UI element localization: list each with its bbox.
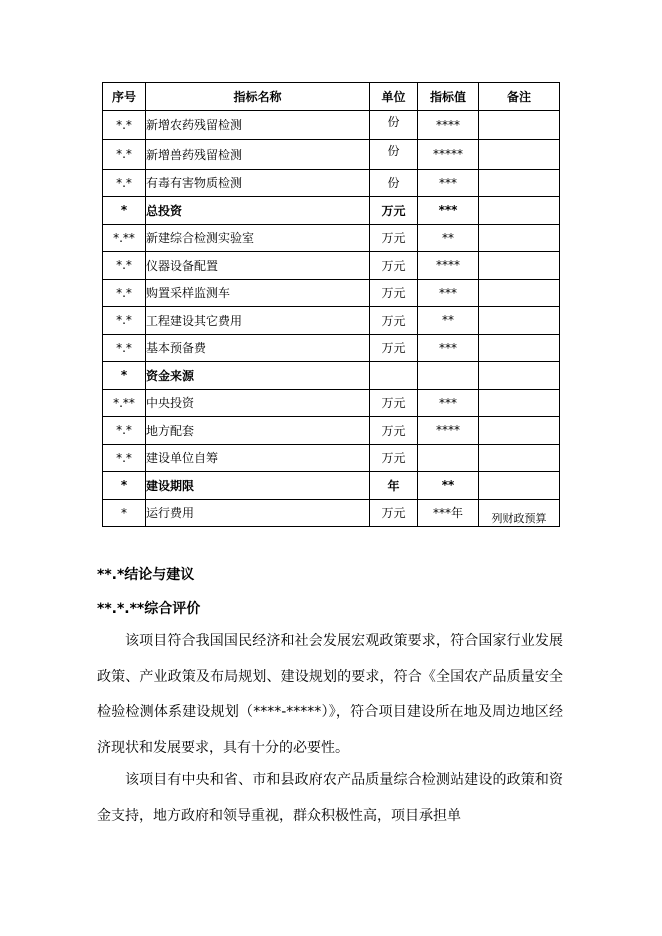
- cell-number: *.*: [103, 417, 146, 445]
- cell-number: *.**: [103, 224, 146, 252]
- table-row: [103, 140, 560, 170]
- table-row: [103, 362, 560, 390]
- table-row: [103, 110, 560, 140]
- cell-value: ***: [418, 197, 479, 225]
- cell-unit: 万元: [370, 279, 418, 307]
- cell-remarks: [479, 169, 560, 197]
- table-row: [103, 197, 560, 225]
- cell-unit: 份: [370, 110, 418, 140]
- cell-remarks: [479, 307, 560, 335]
- section-heading: **.*结论与建议: [97, 567, 195, 583]
- header-unit: 单位: [370, 83, 418, 111]
- cell-indicator-name: 运行费用: [146, 499, 370, 527]
- cell-indicator-name: 总投资: [146, 197, 370, 225]
- cell-unit: 份: [370, 169, 418, 197]
- cell-unit: 万元: [370, 252, 418, 280]
- table-row: [103, 307, 560, 335]
- cell-remarks: [479, 334, 560, 362]
- cell-remarks: [479, 362, 560, 390]
- cell-value: ***: [418, 169, 479, 197]
- table-body: [103, 110, 560, 527]
- cell-remarks: [479, 389, 560, 417]
- table-row: [103, 444, 560, 472]
- cell-number: *.**: [103, 389, 146, 417]
- table-row: [103, 279, 560, 307]
- cell-indicator-name: 新增农药残留检测: [146, 110, 370, 140]
- table-row: [103, 417, 560, 445]
- table-header-row: [103, 83, 560, 111]
- subsection-heading: **.*.**综合评价: [97, 601, 201, 617]
- cell-number: *.*: [103, 279, 146, 307]
- cell-value: **: [418, 472, 479, 500]
- cell-remarks: [479, 252, 560, 280]
- cell-value: **: [418, 307, 479, 335]
- cell-indicator-name: 基本预备费: [146, 334, 370, 362]
- cell-number: *.*: [103, 140, 146, 170]
- cell-value: ****: [418, 417, 479, 445]
- cell-value: ***: [418, 389, 479, 417]
- header-indicator-name: 指标名称: [146, 83, 370, 111]
- cell-unit: 万元: [370, 444, 418, 472]
- cell-indicator-name: 购置采样监测车: [146, 279, 370, 307]
- header-remarks: 备注: [479, 83, 560, 111]
- cell-value: ***年: [418, 499, 479, 527]
- cell-number: *: [103, 197, 146, 225]
- cell-remarks: [479, 224, 560, 252]
- cell-number: *.*: [103, 252, 146, 280]
- cell-indicator-name: 建设期限: [146, 472, 370, 500]
- cell-indicator-name: 仪器设备配置: [146, 252, 370, 280]
- cell-number: *.*: [103, 444, 146, 472]
- cell-number: *.*: [103, 110, 146, 140]
- cell-number: *: [103, 472, 146, 500]
- cell-number: *: [103, 362, 146, 390]
- cell-unit: 份: [370, 140, 418, 170]
- table-row: [103, 472, 560, 500]
- cell-unit: 万元: [370, 417, 418, 445]
- table-row: [103, 499, 560, 527]
- cell-indicator-name: 新建综合检测实验室: [146, 224, 370, 252]
- cell-unit: 年: [370, 472, 418, 500]
- cell-remarks: [479, 444, 560, 472]
- table-row: [103, 334, 560, 362]
- cell-unit: 万元: [370, 224, 418, 252]
- cell-value: **: [418, 224, 479, 252]
- cell-value: *****: [418, 140, 479, 170]
- cell-value: ***: [418, 279, 479, 307]
- cell-indicator-name: 中央投资: [146, 389, 370, 417]
- table-row: [103, 389, 560, 417]
- cell-indicator-name: 建设单位自筹: [146, 444, 370, 472]
- cell-unit: 万元: [370, 499, 418, 527]
- cell-value: [418, 444, 479, 472]
- cell-number: *.*: [103, 334, 146, 362]
- indicator-table: [102, 82, 560, 527]
- cell-unit: [370, 362, 418, 390]
- header-number: 序号: [103, 83, 146, 111]
- cell-unit: 万元: [370, 307, 418, 335]
- cell-unit: 万元: [370, 197, 418, 225]
- cell-indicator-name: 工程建设其它费用: [146, 307, 370, 335]
- cell-remarks: [479, 140, 560, 170]
- cell-number: *: [103, 499, 146, 527]
- table-row: [103, 252, 560, 280]
- cell-indicator-name: 地方配套: [146, 417, 370, 445]
- cell-remarks: [479, 197, 560, 225]
- cell-unit: 万元: [370, 334, 418, 362]
- cell-value: [418, 362, 479, 390]
- cell-remarks: [479, 472, 560, 500]
- cell-value: ***: [418, 334, 479, 362]
- paragraph-evaluation-1: 该项目符合我国国民经济和社会发展宏观政策要求，符合国家行业发展政策、产业政策及布局规划、建设规划的要求，符合《全国农产品质量安全检验检测体系建设规划（****-*****）》，符合项目建设所在地及周边地区经济现状和发展要求，具有十分的必要性。: [97, 633, 563, 756]
- header-value: 指标值: [418, 83, 479, 111]
- cell-remarks: [479, 110, 560, 140]
- cell-remarks: [479, 417, 560, 445]
- cell-number: *.*: [103, 307, 146, 335]
- table-row: [103, 224, 560, 252]
- cell-value: ****: [418, 110, 479, 140]
- cell-remarks: [479, 279, 560, 307]
- cell-number: *.*: [103, 169, 146, 197]
- paragraph-evaluation-2: 该项目有中央和省、市和县政府农产品质量综合检测站建设的政策和资金支持，地方政府和领导重视，群众积极性高，项目承担单: [97, 772, 563, 824]
- cell-indicator-name: 资金来源: [146, 362, 370, 390]
- table-row: [103, 169, 560, 197]
- cell-value: ****: [418, 252, 479, 280]
- cell-indicator-name: 新增兽药残留检测: [146, 140, 370, 170]
- cell-remarks: 列财政预算: [479, 499, 560, 527]
- cell-indicator-name: 有毒有害物质检测: [146, 169, 370, 197]
- cell-unit: 万元: [370, 389, 418, 417]
